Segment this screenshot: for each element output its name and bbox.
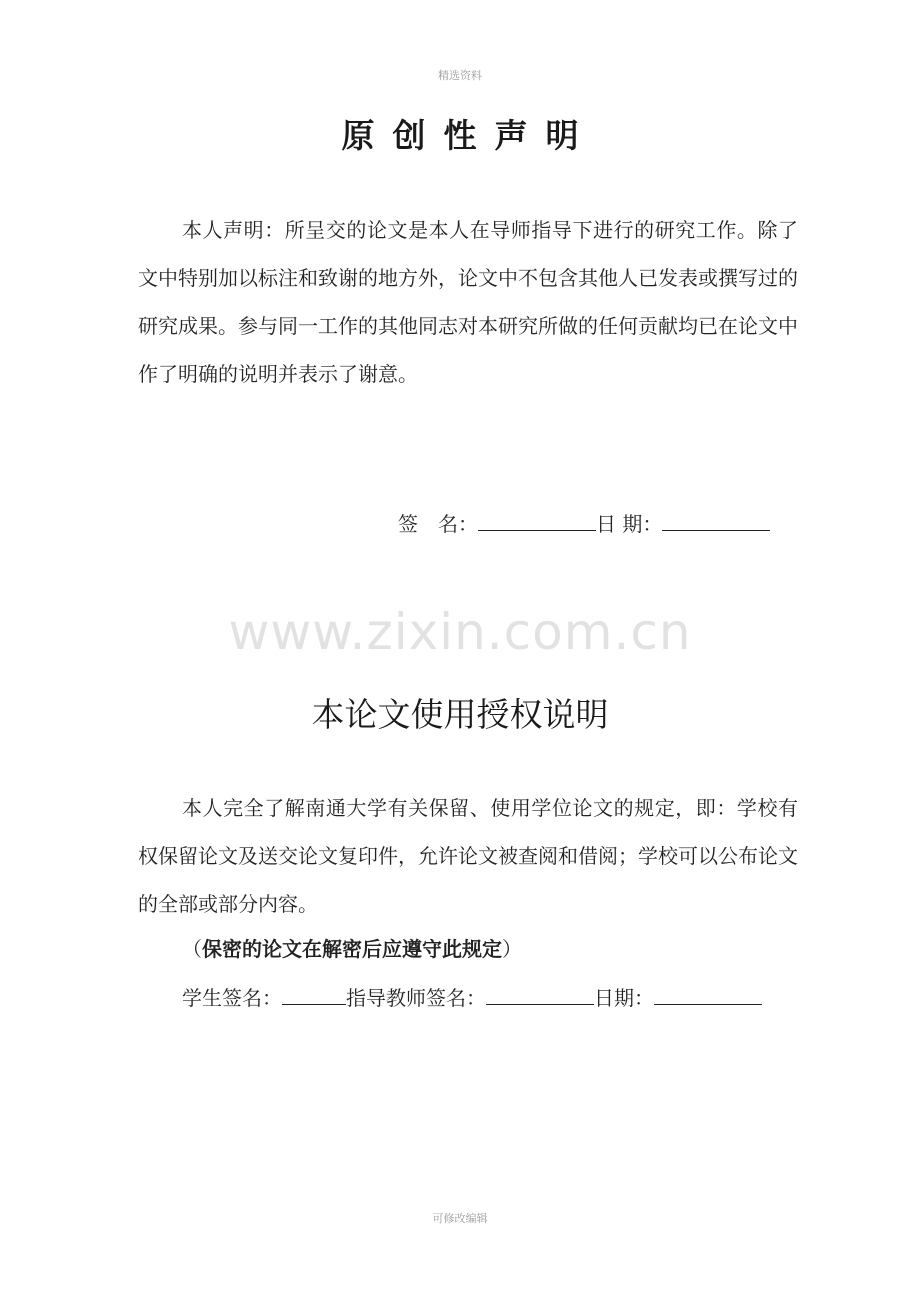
signature-blank[interactable] — [478, 506, 596, 531]
advisor-signature-blank[interactable] — [486, 980, 594, 1005]
note-open-paren: （ — [182, 937, 202, 961]
advisor-signature-label: 指导教师签名： — [346, 986, 486, 1010]
authorization-signature-row — [182, 980, 762, 1011]
note-text: 保密的论文在解密后应遵守此规定 — [202, 937, 502, 961]
authorization-date-label: 日期： — [594, 986, 654, 1010]
student-signature-blank[interactable] — [282, 980, 346, 1005]
student-signature-label: 学生签名： — [182, 986, 282, 1010]
confidential-note — [182, 933, 522, 962]
date-blank[interactable] — [662, 506, 770, 531]
watermark: www.zixin.com.cn — [228, 603, 692, 661]
date-label: 日 期： — [596, 512, 663, 536]
page-footer-note: 可修改编辑 — [432, 1212, 488, 1225]
authorization-title: 本论文使用授权说明 — [311, 695, 609, 734]
authorization-body: 本人完全了解南通大学有关保留、使用学位论文的规定，即：学校有权保留论文及送交论文复印件，允许论文被查阅和借阅；学校可以公布论文的全部或部分内容。 — [138, 796, 798, 916]
signature-label: 签 名： — [398, 512, 478, 536]
declaration-body: 本人声明：所呈交的论文是本人在导师指导下进行的研究工作。除了文中特别加以标注和致谢的地方外，论文中不包含其他人已发表或撰写过的研究成果。参与同一工作的其他同志对本研究所做的任何贡献均已在论文中作了明确的说明并表示了谢意。 — [138, 218, 798, 386]
authorization-date-blank[interactable] — [654, 980, 762, 1005]
declaration-title: 原创性声明 — [341, 116, 597, 155]
note-close-paren: ） — [502, 937, 522, 961]
declaration-signature-row — [398, 506, 770, 537]
page-header-note: 精选资料 — [438, 69, 482, 82]
